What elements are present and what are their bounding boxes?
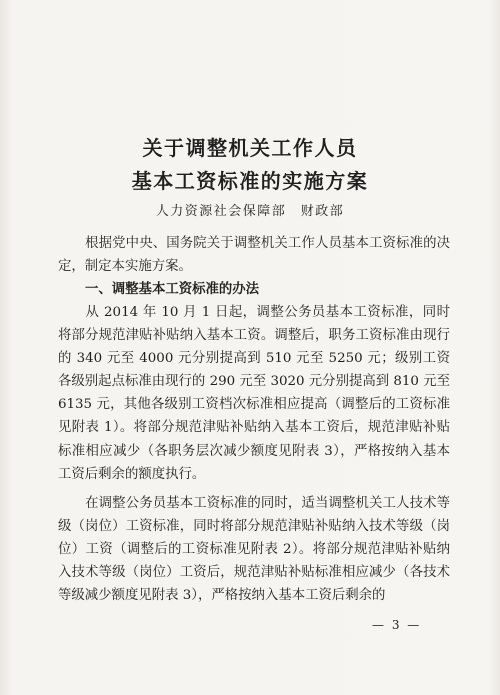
document-title-line2: 基本工资标准的实施方案 [131,169,369,193]
section-paragraph-1 [58,301,450,486]
issuing-departments: 人力资源社会保障部 财政部 [155,204,345,219]
section-paragraph-2 [58,492,450,607]
section-paragraph-1-text: 从 2014 年 10 月 1 日起，调整公务员基本工资标准，同时将部分规范津贴补贴纳入基本工资。调整后，职务工资标准由现行的 340 元至 4000 元分别提高到 510 元至 5250 元；级别工资各级别起点标准由现行的 290 元至 3020 元分别提高到 810 元至 6135 元，其他各级别工资档次标准相应提高（调整后的工资标准见附表 1）。将部分规范津贴补贴纳入基本工资后，规范津贴补贴标准相应减少（各职务层次减少额度见附表 3），严格按纳入基本工资后剩余的额度执行。 [58,305,450,482]
section-heading-text: 一、调整基本工资标准的办法 [85,282,260,297]
section-heading [58,278,450,301]
intro-paragraph [58,232,450,278]
intro-paragraph-text: 根据党中央、国务院关于调整机关工作人员基本工资标准的决定，制定本实施方案。 [58,236,450,275]
document-title-line1: 关于调整机关工作人员 [142,136,358,160]
section-paragraph-2-text: 在调整公务员基本工资标准的同时，适当调整机关工人技术等级（岗位）工资标准，同时将部分规范津贴补贴纳入技术等级（岗位）工资（调整后的工资标准见附表 2）。将部分规范津贴补贴纳入技术等级（岗位）工资后，规范津贴补贴标准相应减少（各技术等级减少额度见附表 3），严格按纳入基本工资后剩余的 [58,496,450,604]
page-number: — 3 — [372,618,422,632]
